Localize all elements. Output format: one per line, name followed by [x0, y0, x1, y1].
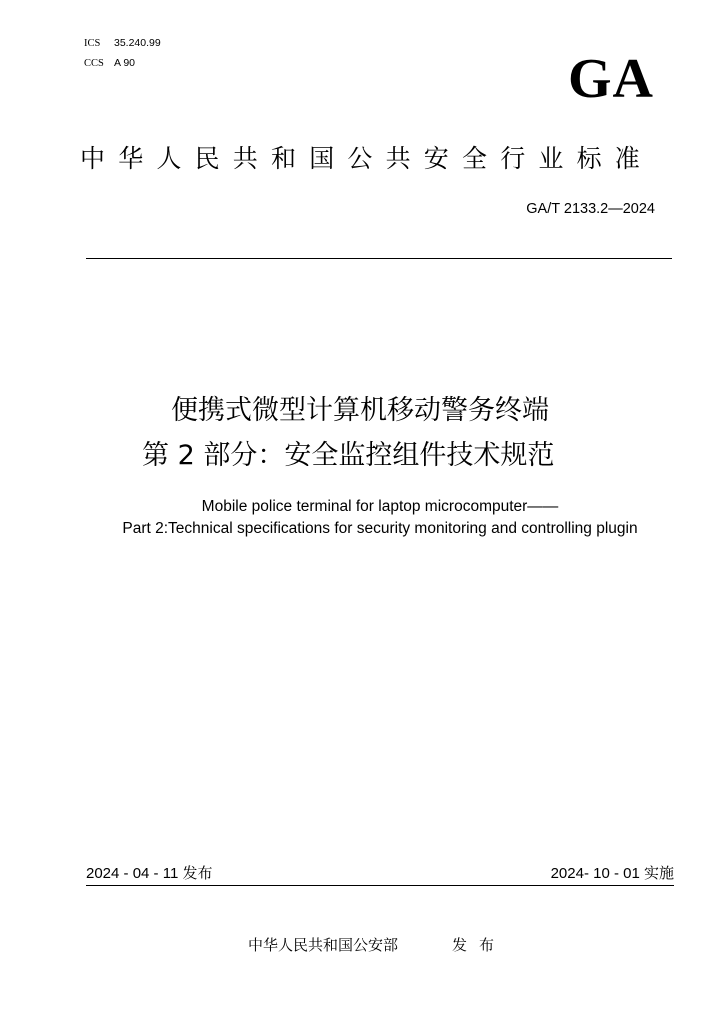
ga-logo: GA	[568, 48, 654, 110]
bottom-divider	[86, 885, 674, 886]
implementation-date: 2024- 10 - 01 实施	[550, 865, 674, 882]
title-chinese-line-1: 便携式微型计算机移动警务终端	[171, 395, 549, 426]
ccs-value: A 90	[114, 57, 136, 69]
title-chinese-line-2: 第 2 部分：安全监控组件技术规范	[142, 440, 555, 471]
ccs-label: CCS	[84, 58, 104, 69]
ics-value: 35.240.99	[114, 37, 161, 49]
ics-label: ICS	[84, 38, 101, 49]
issue-date: 2024 - 04 - 11 发布	[86, 865, 213, 882]
publisher: 中华人民共和国公安部	[248, 936, 399, 954]
ccs-code	[84, 57, 135, 70]
title-english-line-1: Mobile police terminal for laptop microcomputer——	[201, 498, 559, 515]
top-divider	[86, 258, 672, 259]
ics-code	[84, 37, 161, 50]
title-english-line-2: Part 2:Technical specifications for security monitoring and controlling plugin	[122, 520, 638, 537]
standard-number: GA/T 2133.2—2024	[526, 201, 655, 217]
standard-type: 中华人民共和国公共安全行业标准	[80, 144, 654, 173]
publish-verb: 发布	[452, 936, 507, 954]
